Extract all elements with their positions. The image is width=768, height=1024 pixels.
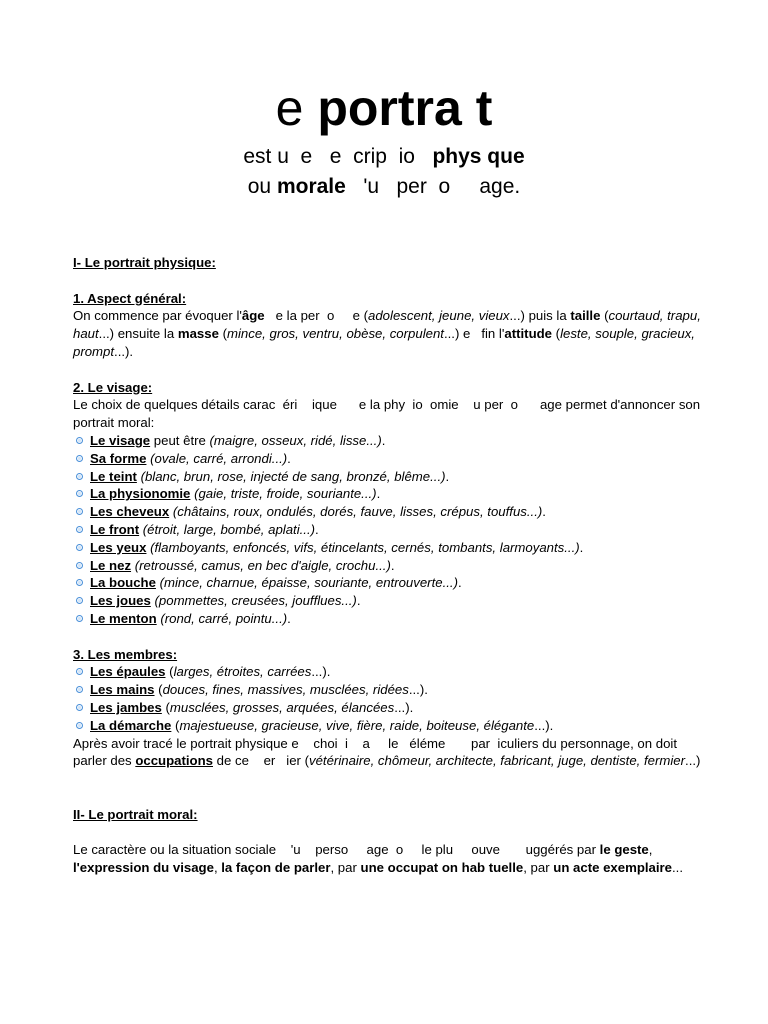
- bullet-icon: [76, 704, 83, 711]
- paragraph-occupations: Après avoir tracé le portrait physique e choi i a le éléme par iculiers du personnage, on doit parler des occupations de ce er ier (vétérinaire, chômeur, architecte, fabricant, juge, dentiste, fermier...): [73, 735, 701, 769]
- bullet-icon: [76, 562, 83, 569]
- subtitle-bold: phys que: [432, 145, 525, 168]
- list-item: Les jambes (musclées, grosses, arquées, élancées...).: [73, 699, 713, 717]
- bullet-icon: [76, 473, 83, 480]
- section-heading-moral: II- Le portrait moral:: [73, 806, 198, 822]
- bullet-icon: [76, 544, 83, 551]
- bullet-icon: [76, 490, 83, 497]
- document-body: [73, 254, 713, 877]
- paragraph-aspect-general: On commence par évoquer l'âge e la per o e (adolescent, jeune, vieux...) puis la taille (courtaud, trapu, haut...) ensuite la masse (mince, gros, ventru, obèse, corpulent...) e fin l'attitude (leste, souple, gracieux, prompt...).: [73, 308, 705, 359]
- list-item: Les cheveux (châtains, roux, ondulés, dorés, fauve, lisses, crépus, touffus...).: [73, 503, 713, 521]
- bullet-icon: [76, 579, 83, 586]
- subtitle-text: est u e e crip io: [243, 145, 433, 168]
- subtitle-text: 'u per o age.: [345, 175, 521, 198]
- title-part-1: e: [275, 80, 318, 136]
- list-item: Les mains (douces, fines, massives, musclées, ridées...).: [73, 681, 713, 699]
- subheading-aspect-general: 1. Aspect général:: [73, 290, 187, 306]
- bullet-icon: [76, 508, 83, 515]
- membres-list: [73, 663, 713, 734]
- document-title: [0, 78, 768, 138]
- list-item: Les yeux (flamboyants, enfoncés, vifs, étincelants, cernés, tombants, larmoyants...).: [73, 539, 713, 557]
- list-item: Les joues (pommettes, creusées, joufflues...).: [73, 592, 713, 610]
- bullet-icon: [76, 455, 83, 462]
- subtitle-bold: morale: [276, 175, 346, 198]
- subtitle-text: ou: [247, 175, 277, 198]
- paragraph-moral: Le caractère ou la situation sociale 'u perso age o le plu ouve uggérés par le geste, l'expression du visage, la façon de parler, par une occupat on hab tuelle, par un acte exemplaire...: [73, 842, 684, 876]
- list-item: Les épaules (larges, étroites, carrées...).: [73, 663, 713, 681]
- list-item: Le visage peut être (maigre, osseux, ridé, lisse...).: [73, 432, 713, 450]
- bullet-icon: [76, 526, 83, 533]
- list-item: Le nez (retroussé, camus, en bec d'aigle, crochu...).: [73, 557, 713, 575]
- bullet-icon: [76, 615, 83, 622]
- list-item: Le front (étroit, large, bombé, aplati...).: [73, 521, 713, 539]
- list-item: La physionomie (gaie, triste, froide, souriante...).: [73, 485, 713, 503]
- bullet-icon: [76, 597, 83, 604]
- section-heading-physique: I- Le portrait physique:: [73, 255, 216, 270]
- list-item: Le teint (blanc, brun, rose, injecté de sang, bronzé, blême...).: [73, 468, 713, 486]
- subtitle-line-1: [0, 142, 768, 172]
- bullet-icon: [76, 437, 83, 444]
- title-part-2: portra t: [317, 80, 493, 136]
- list-item: Sa forme (ovale, carré, arrondi...).: [73, 450, 713, 468]
- bullet-icon: [76, 722, 83, 729]
- list-item: Le menton (rond, carré, pointu...).: [73, 610, 713, 628]
- visage-list: [73, 432, 713, 628]
- subtitle-line-2: [0, 172, 768, 202]
- bullet-icon: [76, 668, 83, 675]
- subheading-visage: 2. Le visage:: [73, 379, 153, 395]
- list-item: La bouche (mince, charnue, épaisse, souriante, entrouverte...).: [73, 574, 713, 592]
- list-item: La démarche (majestueuse, gracieuse, vive, fière, raide, boiteuse, élégante...).: [73, 717, 713, 735]
- paragraph-visage-intro: Le choix de quelques détails carac éri ique e la phy io omie u per o age permet d'annoncer son portrait moral:: [73, 397, 704, 431]
- subheading-membres: 3. Les membres:: [73, 646, 178, 662]
- bullet-icon: [76, 686, 83, 693]
